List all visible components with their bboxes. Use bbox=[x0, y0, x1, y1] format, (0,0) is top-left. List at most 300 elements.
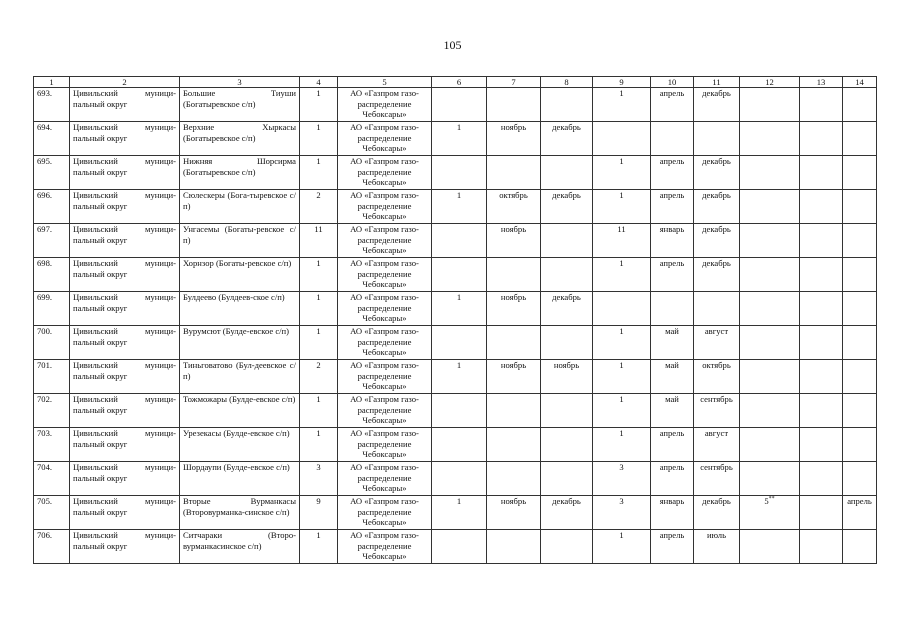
col14-cell bbox=[843, 190, 877, 224]
col10-cell bbox=[651, 394, 694, 428]
col8-cell bbox=[541, 326, 593, 360]
col8-cell bbox=[541, 462, 593, 496]
col4-cell-text: 1 bbox=[316, 292, 321, 303]
column-header: 2 bbox=[70, 77, 180, 88]
col11-cell-text: сентябрь bbox=[700, 394, 733, 405]
col11-cell bbox=[694, 462, 740, 496]
header-row bbox=[34, 77, 877, 88]
organization-cell-text: АО «Газпром газо-распределение Чебоксары» bbox=[350, 326, 419, 358]
col9-cell bbox=[593, 360, 651, 394]
col7-cell-text: ноябрь bbox=[500, 292, 527, 303]
col10-cell-text: апрель bbox=[659, 156, 685, 167]
col13-cell bbox=[800, 88, 843, 122]
col10-cell bbox=[651, 88, 694, 122]
col12-cell bbox=[740, 122, 800, 156]
col6-cell bbox=[432, 258, 487, 292]
row-number bbox=[34, 360, 70, 394]
col14-cell-text: апрель bbox=[847, 496, 872, 507]
col7-cell bbox=[487, 258, 541, 292]
col7-cell-text: ноябрь bbox=[500, 360, 527, 371]
col6-cell bbox=[432, 496, 487, 530]
col13-cell bbox=[800, 156, 843, 190]
col4-cell bbox=[300, 190, 338, 224]
col13-cell bbox=[800, 122, 843, 156]
organization-cell bbox=[338, 258, 432, 292]
col14-cell bbox=[843, 530, 877, 564]
col9-cell bbox=[593, 394, 651, 428]
col9-cell-text: 1 bbox=[619, 530, 624, 541]
col7-cell bbox=[487, 224, 541, 258]
row-number-text: 704. bbox=[37, 462, 53, 473]
col12-cell bbox=[740, 88, 800, 122]
col11-cell bbox=[694, 258, 740, 292]
col13-cell bbox=[800, 360, 843, 394]
col12-cell bbox=[740, 190, 800, 224]
col13-cell bbox=[800, 190, 843, 224]
col12-cell bbox=[740, 428, 800, 462]
col12-cell bbox=[740, 360, 800, 394]
col11-cell-text: декабрь bbox=[702, 258, 731, 269]
district-cell-text: Цивильский муници-пальный округ bbox=[73, 88, 176, 109]
col10-cell-text: апрель bbox=[659, 428, 685, 439]
col10-cell bbox=[651, 122, 694, 156]
district-cell-text: Цивильский муници-пальный округ bbox=[73, 360, 176, 381]
col8-cell bbox=[541, 496, 593, 530]
district-cell bbox=[70, 326, 180, 360]
col10-cell bbox=[651, 462, 694, 496]
col7-cell bbox=[487, 462, 541, 496]
col11-cell-text: август bbox=[704, 326, 729, 337]
col11-cell bbox=[694, 224, 740, 258]
settlement-cell-text: Урезекасы (Булде-евское с/п) bbox=[183, 428, 290, 439]
row-number-text: 696. bbox=[37, 190, 53, 201]
col7-cell-text: ноябрь bbox=[500, 224, 527, 235]
district-cell bbox=[70, 394, 180, 428]
col8-cell-text: ноябрь bbox=[553, 360, 580, 371]
row-number-text: 702. bbox=[37, 394, 53, 405]
column-header: 1 bbox=[34, 77, 70, 88]
col4-cell-text: 1 bbox=[316, 394, 321, 405]
row-number bbox=[34, 88, 70, 122]
col6-cell-text: 1 bbox=[456, 292, 462, 303]
settlement-cell bbox=[180, 258, 300, 292]
col9-cell bbox=[593, 88, 651, 122]
column-header: 3 bbox=[180, 77, 300, 88]
settlement-cell-text: Вторые Вурманкасы (Второвурманка-синское с/п) bbox=[183, 496, 296, 517]
col9-cell-text: 1 bbox=[619, 88, 624, 99]
col6-cell bbox=[432, 530, 487, 564]
col14-cell bbox=[843, 462, 877, 496]
district-cell bbox=[70, 88, 180, 122]
col11-cell-text: декабрь bbox=[702, 190, 731, 201]
organization-cell bbox=[338, 156, 432, 190]
table-row bbox=[34, 360, 877, 394]
district-cell-text: Цивильский муници-пальный округ bbox=[73, 496, 176, 517]
organization-cell bbox=[338, 360, 432, 394]
organization-cell bbox=[338, 462, 432, 496]
col7-cell bbox=[487, 326, 541, 360]
col12-cell bbox=[740, 258, 800, 292]
col9-cell bbox=[593, 496, 651, 530]
col11-cell-text: декабрь bbox=[702, 496, 731, 507]
col7-cell bbox=[487, 122, 541, 156]
settlement-cell bbox=[180, 156, 300, 190]
organization-cell bbox=[338, 496, 432, 530]
col10-cell bbox=[651, 326, 694, 360]
col10-cell bbox=[651, 156, 694, 190]
settlement-cell-text: Нижняя Шорсирма (Богатыревское с/п) bbox=[183, 156, 296, 177]
col6-cell bbox=[432, 88, 487, 122]
col9-cell bbox=[593, 224, 651, 258]
col11-cell bbox=[694, 394, 740, 428]
settlement-cell-text: Хорнзор (Богаты-ревское с/п) bbox=[183, 258, 292, 269]
organization-cell-text: АО «Газпром газо-распределение Чебоксары» bbox=[350, 360, 419, 392]
col6-cell bbox=[432, 156, 487, 190]
organization-cell bbox=[338, 292, 432, 326]
organization-cell-text: АО «Газпром газо-распределение Чебоксары» bbox=[350, 258, 419, 290]
col13-cell bbox=[800, 326, 843, 360]
organization-cell-text: АО «Газпром газо-распределение Чебоксары» bbox=[350, 292, 419, 324]
col7-cell bbox=[487, 156, 541, 190]
col9-cell bbox=[593, 326, 651, 360]
row-number bbox=[34, 394, 70, 428]
col9-cell-text: 1 bbox=[619, 428, 624, 439]
col10-cell-text: апрель bbox=[659, 462, 685, 473]
organization-cell-text: АО «Газпром газо-распределение Чебоксары» bbox=[350, 190, 419, 222]
settlement-cell-text: Верхние Хыркасы (Богатыревское с/п) bbox=[183, 122, 296, 143]
district-cell-text: Цивильский муници-пальный округ bbox=[73, 462, 176, 483]
col10-cell-text: январь bbox=[659, 496, 685, 507]
row-number bbox=[34, 258, 70, 292]
col7-cell bbox=[487, 428, 541, 462]
settlement-cell-text: Сюлескеры (Бога-тыревское с/п) bbox=[183, 190, 296, 211]
col10-cell-text: май bbox=[665, 394, 679, 405]
col9-cell-text: 3 bbox=[619, 462, 624, 473]
district-cell-text: Цивильский муници-пальный округ bbox=[73, 326, 176, 347]
col10-cell bbox=[651, 292, 694, 326]
col4-cell-text: 1 bbox=[316, 530, 321, 541]
district-cell bbox=[70, 190, 180, 224]
col11-cell bbox=[694, 530, 740, 564]
table-row bbox=[34, 258, 877, 292]
col13-cell bbox=[800, 496, 843, 530]
district-cell-text: Цивильский муници-пальный округ bbox=[73, 428, 176, 449]
row-number-text: 705. bbox=[37, 496, 53, 507]
col8-cell bbox=[541, 190, 593, 224]
col13-cell bbox=[800, 224, 843, 258]
col6-cell-text: 1 bbox=[456, 122, 462, 133]
col11-cell bbox=[694, 326, 740, 360]
col12-cell bbox=[740, 292, 800, 326]
col10-cell bbox=[651, 224, 694, 258]
col11-cell-text: декабрь bbox=[702, 88, 731, 99]
district-cell-text: Цивильский муници-пальный округ bbox=[73, 394, 176, 415]
column-header: 7 bbox=[487, 77, 541, 88]
settlement-cell bbox=[180, 326, 300, 360]
col8-cell bbox=[541, 530, 593, 564]
col6-cell bbox=[432, 292, 487, 326]
col6-cell bbox=[432, 326, 487, 360]
settlement-cell bbox=[180, 428, 300, 462]
col13-cell bbox=[800, 258, 843, 292]
footnote-marker: ** bbox=[768, 496, 775, 503]
col10-cell bbox=[651, 190, 694, 224]
settlement-cell bbox=[180, 224, 300, 258]
col9-cell bbox=[593, 258, 651, 292]
col9-cell-text: 1 bbox=[619, 156, 624, 167]
organization-cell bbox=[338, 428, 432, 462]
col12-cell bbox=[740, 394, 800, 428]
settlement-cell-text: Большие Тиуши (Богатыревское с/п) bbox=[183, 88, 296, 109]
settlement-cell bbox=[180, 394, 300, 428]
district-cell-text: Цивильский муници-пальный округ bbox=[73, 122, 176, 143]
col11-cell bbox=[694, 122, 740, 156]
col9-cell bbox=[593, 428, 651, 462]
table-row bbox=[34, 190, 877, 224]
row-number bbox=[34, 292, 70, 326]
col11-cell-text: декабрь bbox=[702, 156, 731, 167]
col7-cell-text: ноябрь bbox=[500, 122, 527, 133]
column-header: 11 bbox=[694, 77, 740, 88]
col8-cell-text: декабрь bbox=[552, 292, 581, 303]
col7-cell bbox=[487, 360, 541, 394]
col13-cell bbox=[800, 428, 843, 462]
settlement-cell bbox=[180, 496, 300, 530]
row-number bbox=[34, 156, 70, 190]
col4-cell-text: 1 bbox=[316, 156, 321, 167]
table-row bbox=[34, 530, 877, 564]
col4-cell bbox=[300, 88, 338, 122]
row-number bbox=[34, 530, 70, 564]
col8-cell bbox=[541, 258, 593, 292]
organization-cell bbox=[338, 190, 432, 224]
table-row bbox=[34, 462, 877, 496]
col6-cell bbox=[432, 462, 487, 496]
settlement-cell bbox=[180, 88, 300, 122]
district-cell bbox=[70, 360, 180, 394]
organization-cell bbox=[338, 224, 432, 258]
col9-cell-text: 1 bbox=[619, 394, 624, 405]
col4-cell-text: 1 bbox=[316, 326, 321, 337]
col4-cell bbox=[300, 292, 338, 326]
col10-cell-text: май bbox=[665, 360, 679, 371]
organization-cell-text: АО «Газпром газо-распределение Чебоксары» bbox=[350, 156, 419, 188]
row-number bbox=[34, 224, 70, 258]
col10-cell-text: апрель bbox=[659, 190, 685, 201]
col7-cell bbox=[487, 530, 541, 564]
col12-cell bbox=[740, 530, 800, 564]
row-number-text: 697. bbox=[37, 224, 53, 235]
col4-cell-text: 2 bbox=[316, 190, 321, 201]
col11-cell-text: октябрь bbox=[702, 360, 731, 371]
col12-cell bbox=[740, 326, 800, 360]
row-number bbox=[34, 496, 70, 530]
col8-cell-text: декабрь bbox=[552, 496, 581, 507]
col10-cell-text: январь bbox=[659, 224, 685, 235]
col6-cell bbox=[432, 224, 487, 258]
col10-cell bbox=[651, 360, 694, 394]
row-number bbox=[34, 122, 70, 156]
col4-cell-text: 2 bbox=[316, 360, 321, 371]
col7-cell-text: октябрь bbox=[499, 190, 528, 201]
organization-cell bbox=[338, 394, 432, 428]
col14-cell bbox=[843, 292, 877, 326]
row-number-text: 699. bbox=[37, 292, 53, 303]
col4-cell-text: 11 bbox=[314, 224, 323, 235]
col6-cell-text: 1 bbox=[456, 190, 462, 201]
organization-cell-text: АО «Газпром газо-распределение Чебоксары» bbox=[350, 88, 419, 120]
col14-cell bbox=[843, 88, 877, 122]
col9-cell-text: 11 bbox=[617, 224, 626, 235]
row-number bbox=[34, 190, 70, 224]
col11-cell-text: август bbox=[704, 428, 729, 439]
col8-cell bbox=[541, 428, 593, 462]
settlement-cell bbox=[180, 292, 300, 326]
col11-cell-text: декабрь bbox=[702, 224, 731, 235]
col14-cell bbox=[843, 258, 877, 292]
district-cell-text: Цивильский муници-пальный округ bbox=[73, 530, 176, 551]
col10-cell bbox=[651, 530, 694, 564]
col11-cell-text: июль bbox=[706, 530, 726, 541]
col14-cell bbox=[843, 428, 877, 462]
settlement-cell-text: Ситчараки (Второ-вурманкасинское с/п) bbox=[183, 530, 296, 551]
col13-cell bbox=[800, 292, 843, 326]
district-cell bbox=[70, 530, 180, 564]
row-number-text: 693. bbox=[37, 88, 53, 99]
col4-cell bbox=[300, 122, 338, 156]
col6-cell bbox=[432, 360, 487, 394]
col6-cell-text: 1 bbox=[456, 496, 462, 507]
table-row bbox=[34, 394, 877, 428]
settlement-cell-text: Тиньговатово (Бул-деевское с/п) bbox=[183, 360, 296, 381]
col14-cell bbox=[843, 122, 877, 156]
organization-cell bbox=[338, 122, 432, 156]
district-cell bbox=[70, 156, 180, 190]
district-cell bbox=[70, 224, 180, 258]
col11-cell bbox=[694, 190, 740, 224]
col14-cell bbox=[843, 156, 877, 190]
col7-cell bbox=[487, 292, 541, 326]
table-row bbox=[34, 292, 877, 326]
col12-cell bbox=[740, 462, 800, 496]
col10-cell-text: апрель bbox=[659, 530, 685, 541]
col12-cell-text: 5 bbox=[764, 496, 769, 507]
district-cell bbox=[70, 122, 180, 156]
col4-cell-text: 1 bbox=[316, 258, 321, 269]
column-header: 6 bbox=[432, 77, 487, 88]
col12-cell bbox=[740, 156, 800, 190]
col4-cell bbox=[300, 360, 338, 394]
col14-cell bbox=[843, 224, 877, 258]
row-number-text: 701. bbox=[37, 360, 53, 371]
district-cell-text: Цивильский муници-пальный округ bbox=[73, 224, 176, 245]
col8-cell bbox=[541, 292, 593, 326]
col7-cell bbox=[487, 496, 541, 530]
column-header: 14 bbox=[843, 77, 877, 88]
col11-cell bbox=[694, 88, 740, 122]
col14-cell bbox=[843, 360, 877, 394]
col6-cell bbox=[432, 428, 487, 462]
col14-cell bbox=[843, 496, 877, 530]
column-header: 12 bbox=[740, 77, 800, 88]
col4-cell-text: 3 bbox=[316, 462, 321, 473]
row-number-text: 694. bbox=[37, 122, 53, 133]
organization-cell-text: АО «Газпром газо-распределение Чебоксары» bbox=[350, 394, 419, 426]
column-header: 5 bbox=[338, 77, 432, 88]
column-header: 8 bbox=[541, 77, 593, 88]
row-number bbox=[34, 428, 70, 462]
settlement-cell bbox=[180, 360, 300, 394]
col11-cell bbox=[694, 360, 740, 394]
col14-cell bbox=[843, 394, 877, 428]
settlement-cell-text: Тожможары (Булде-евское с/п) bbox=[183, 394, 296, 405]
table-row bbox=[34, 224, 877, 258]
district-cell bbox=[70, 258, 180, 292]
page-number: 105 bbox=[443, 38, 462, 52]
col8-cell bbox=[541, 88, 593, 122]
col9-cell-text: 1 bbox=[619, 190, 624, 201]
settlement-cell-text: Вурумсют (Булде-евское с/п) bbox=[183, 326, 289, 337]
col6-cell bbox=[432, 394, 487, 428]
col9-cell bbox=[593, 292, 651, 326]
column-header: 4 bbox=[300, 77, 338, 88]
table-row bbox=[34, 88, 877, 122]
col4-cell bbox=[300, 496, 338, 530]
organization-cell-text: АО «Газпром газо-распределение Чебоксары» bbox=[350, 224, 419, 256]
col12-cell bbox=[740, 224, 800, 258]
district-cell bbox=[70, 462, 180, 496]
col4-cell bbox=[300, 428, 338, 462]
district-cell-text: Цивильский муници-пальный округ bbox=[73, 156, 176, 177]
col10-cell bbox=[651, 496, 694, 530]
col6-cell-text: 1 bbox=[456, 360, 462, 371]
col10-cell-text: май bbox=[665, 326, 679, 337]
col7-cell bbox=[487, 394, 541, 428]
row-number-text: 703. bbox=[37, 428, 53, 439]
col10-cell bbox=[651, 258, 694, 292]
organization-cell bbox=[338, 530, 432, 564]
col9-cell bbox=[593, 156, 651, 190]
col13-cell bbox=[800, 462, 843, 496]
col7-cell bbox=[487, 88, 541, 122]
organization-cell-text: АО «Газпром газо-распределение Чебоксары» bbox=[350, 462, 419, 494]
col13-cell bbox=[800, 394, 843, 428]
col10-cell-text: апрель bbox=[659, 88, 685, 99]
col8-cell bbox=[541, 394, 593, 428]
col9-cell-text: 1 bbox=[619, 326, 624, 337]
column-header: 13 bbox=[800, 77, 843, 88]
col9-cell-text: 3 bbox=[619, 496, 624, 507]
settlement-cell bbox=[180, 122, 300, 156]
organization-cell-text: АО «Газпром газо-распределение Чебоксары» bbox=[350, 496, 419, 528]
col10-cell bbox=[651, 428, 694, 462]
col4-cell bbox=[300, 530, 338, 564]
column-header: 10 bbox=[651, 77, 694, 88]
row-number-text: 698. bbox=[37, 258, 53, 269]
col8-cell bbox=[541, 224, 593, 258]
col11-cell bbox=[694, 156, 740, 190]
table-row bbox=[34, 326, 877, 360]
col8-cell bbox=[541, 122, 593, 156]
table-row bbox=[34, 156, 877, 190]
col8-cell bbox=[541, 156, 593, 190]
col7-cell-text: ноябрь bbox=[500, 496, 527, 507]
col7-cell bbox=[487, 190, 541, 224]
row-number-text: 706. bbox=[37, 530, 53, 541]
district-cell bbox=[70, 292, 180, 326]
district-cell bbox=[70, 428, 180, 462]
table-row bbox=[34, 428, 877, 462]
